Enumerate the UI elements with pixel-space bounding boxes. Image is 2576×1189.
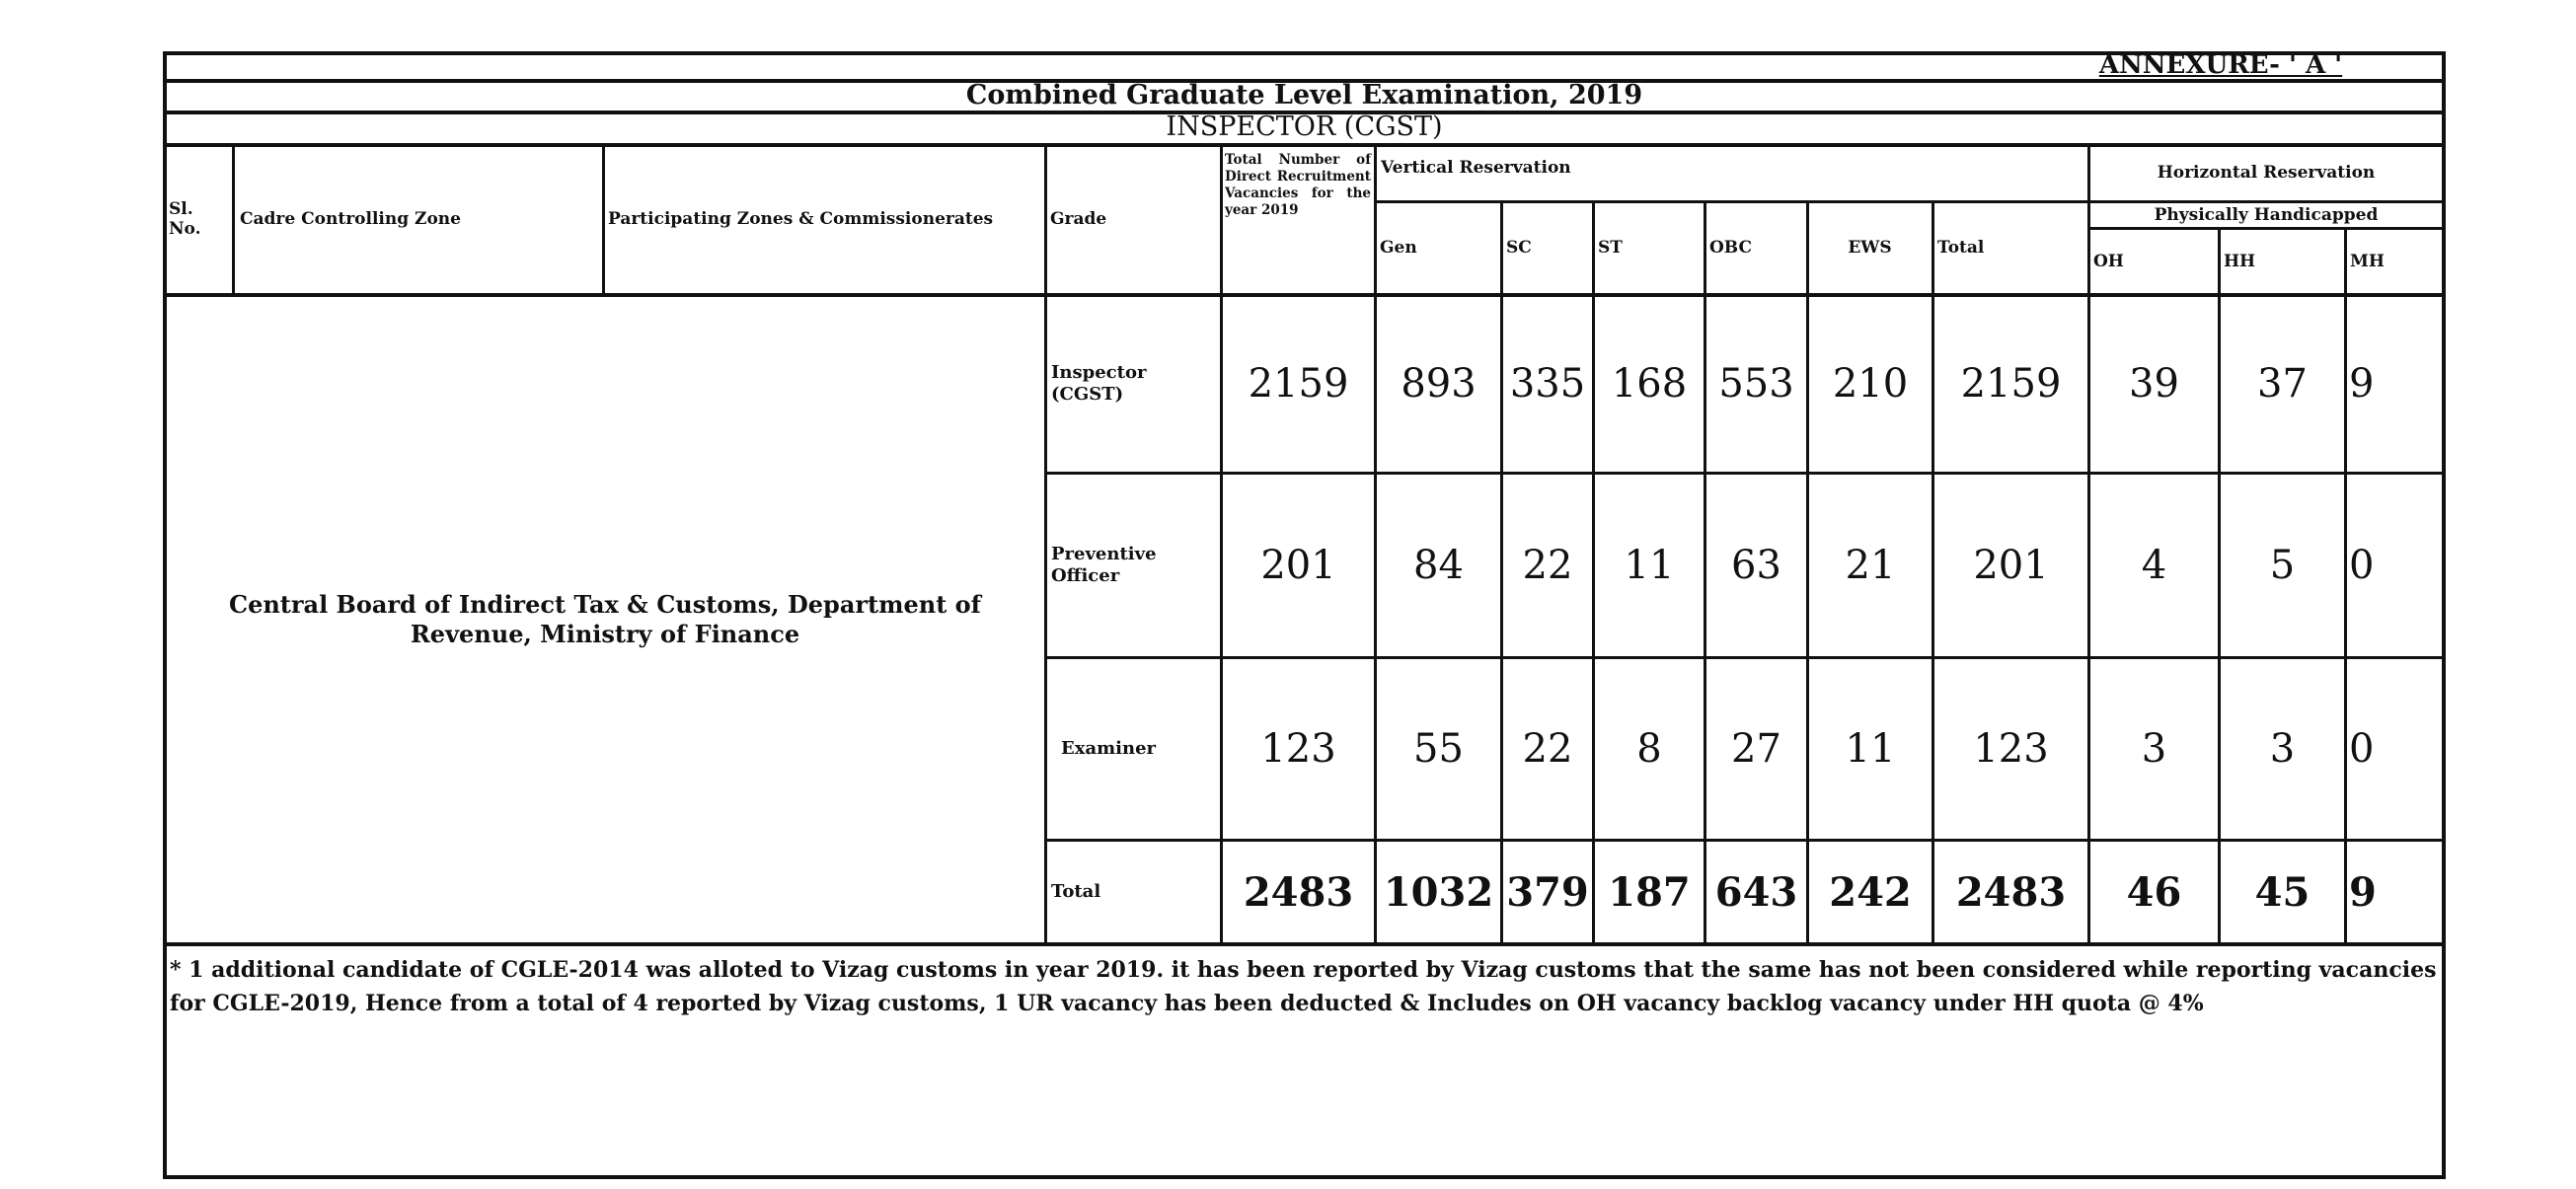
totals-total: 2483: [1955, 868, 2067, 916]
row-st: 168: [1611, 361, 1688, 407]
row-total: 123: [1973, 726, 2049, 772]
document-title: Combined Graduate Level Examination, 2019: [965, 80, 1643, 111]
document-subtitle: INSPECTOR (CGST): [1166, 111, 1443, 142]
row-grade: Examiner: [1061, 738, 1157, 759]
totals-ews: 242: [1829, 868, 1912, 916]
row-obc: 27: [1731, 726, 1781, 772]
row-mh: 0: [2349, 543, 2375, 588]
row-gen: 893: [1401, 361, 1477, 407]
header-participating-zones: Participating Zones & Commissionerates: [608, 209, 994, 229]
row-gen: 84: [1413, 543, 1464, 588]
row-oh: 39: [2129, 361, 2179, 407]
header-sc: SC: [1506, 238, 1532, 258]
row-sc: 335: [1509, 361, 1586, 407]
divider: [232, 143, 235, 293]
row-st: 11: [1624, 543, 1675, 588]
row-hh: 5: [2269, 543, 2296, 588]
row-obc: 553: [1718, 361, 1794, 407]
totals-gen: 1032: [1383, 868, 1494, 916]
row-ews: 21: [1845, 543, 1896, 588]
row-ews: 11: [1845, 726, 1896, 772]
row-sc: 22: [1522, 726, 1573, 772]
header-ews: EWS: [1848, 238, 1892, 258]
row-oh: 4: [2141, 543, 2167, 588]
header-mh: MH: [2350, 251, 2385, 271]
row-grade: Preventive Officer: [1051, 544, 1157, 586]
totals-obc: 643: [1714, 868, 1798, 916]
header-hh: HH: [2224, 251, 2256, 271]
header-grade: Grade: [1050, 209, 1107, 229]
totals-label: Total: [1051, 881, 1101, 902]
row-total: 201: [1973, 543, 2049, 588]
header-horizontal-reservation: Horizontal Reservation: [2157, 163, 2376, 183]
totals-st: 187: [1608, 868, 1691, 916]
row-hh: 3: [2269, 726, 2296, 772]
totals-sc: 379: [1506, 868, 1589, 916]
header-physically-handicapped: Physically Handicapped: [2154, 204, 2379, 225]
totals-mh: 9: [2349, 868, 2377, 916]
header-st: ST: [1598, 238, 1623, 258]
row-gen: 55: [1413, 726, 1464, 772]
row-total-vacancies: 2159: [1248, 361, 1349, 407]
divider: [163, 942, 2446, 946]
header-oh: OH: [2093, 251, 2124, 271]
footnote: * 1 additional candidate of CGLE-2014 was alloted to Vizag customs in year 2019. it has been reported by Vizag customs that the same has not been considered while reporting vacancies for CGLE-2019, Hence from a total of 4 reported by Vizag customs, 1 UR vacancy has been deducted & Includes on OH vacancy backlog vacancy under HH quota @ 4%: [170, 957, 2437, 1016]
row-sc: 22: [1522, 543, 1573, 588]
row-oh: 3: [2141, 726, 2167, 772]
row-mh: 9: [2349, 361, 2375, 407]
row-grade: Inspector (CGST): [1051, 362, 1147, 405]
header-vertical-reservation: Vertical Reservation: [1381, 158, 1571, 178]
totals-oh: 46: [2126, 868, 2182, 916]
totals-hh: 45: [2254, 868, 2311, 916]
row-total-vacancies: 201: [1260, 543, 1336, 588]
row-total-vacancies: 123: [1260, 726, 1336, 772]
header-total-vacancies: Total Number of Direct Recruitment Vacancies for the year 2019: [1225, 152, 1371, 218]
row-st: 8: [1636, 726, 1662, 772]
row-ews: 210: [1832, 361, 1909, 407]
header-gen: Gen: [1380, 238, 1417, 258]
cadre-zone-cell: Central Board of Indirect Tax & Customs, Department of Revenue, Ministry of Finance: [228, 589, 982, 648]
annexure-label: ANNEXURE- ' A ': [2098, 50, 2343, 80]
totals-total-vacancies: 2483: [1243, 868, 1354, 916]
header-cadre-controlling-zone: Cadre Controlling Zone: [240, 209, 461, 229]
row-obc: 63: [1731, 543, 1781, 588]
header-total: Total: [1937, 238, 1985, 258]
header-sl-no: Sl. No.: [169, 199, 201, 239]
row-mh: 0: [2349, 726, 2375, 772]
divider: [602, 143, 605, 293]
row-hh: 37: [2257, 361, 2308, 407]
row-total: 2159: [1960, 361, 2062, 407]
header-obc: OBC: [1709, 238, 1753, 258]
